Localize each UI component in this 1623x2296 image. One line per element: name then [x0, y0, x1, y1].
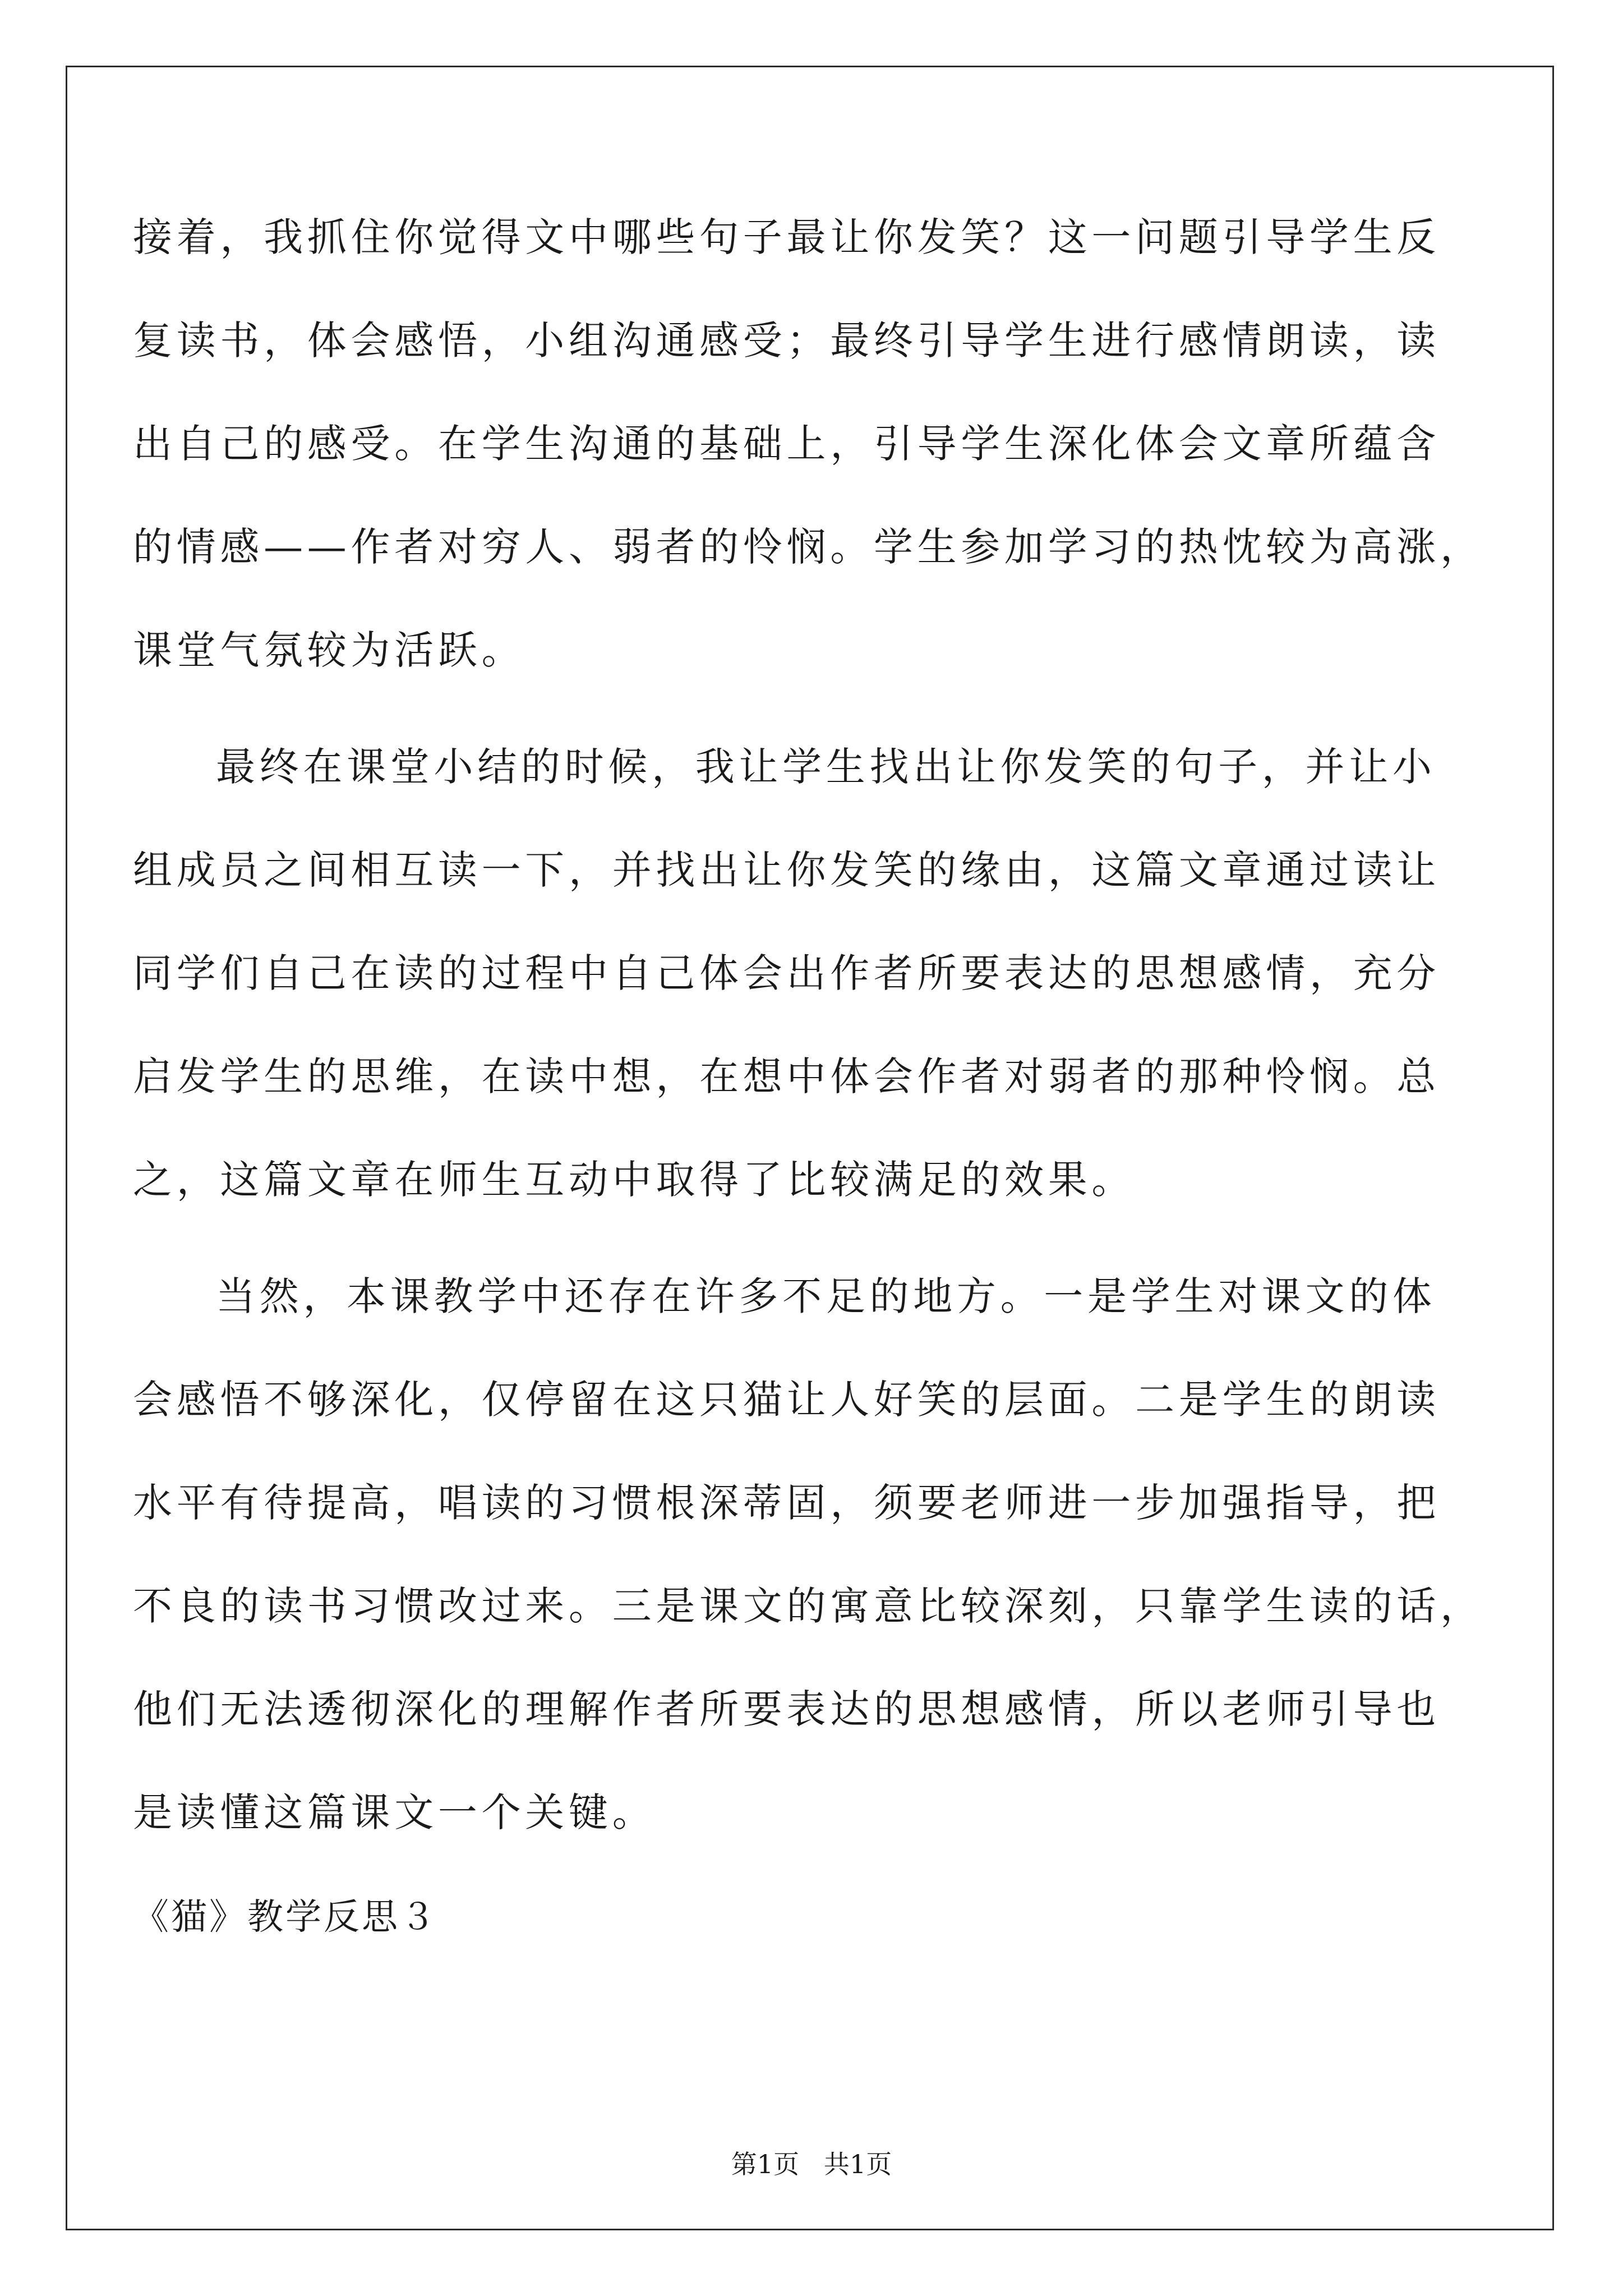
text-line: 之，这篇文章在师生互动中取得了比较满足的效果。	[133, 1157, 1136, 1203]
text-line: 接着，我抓住你觉得文中哪些句子最让你发笑？这一问题引导学生反	[133, 214, 1440, 260]
text-line: 启发学生的思维，在读中想，在想中体会作者对弱者的那种怜悯。总	[133, 1053, 1440, 1099]
text-line: 的情感——作者对穷人、弱者的怜悯。学生参加学习的热忱较为高涨，	[133, 524, 1484, 570]
page-footer: 第1页 共1页	[731, 2149, 892, 2179]
text-line: 同学们自己在读的过程中自己体会出作者所要表达的思想感情，充分	[133, 950, 1440, 996]
text-line: 组成员之间相互读一下，并找出让你发笑的缘由，这篇文章通过读让	[133, 847, 1440, 893]
section-heading: 《猫》教学反思３	[133, 1897, 438, 1938]
text-line: 复读书，体会感悟，小组沟通感受；最终引导学生进行感情朗读，读	[133, 318, 1440, 364]
text-line: 水平有待提高，唱读的习惯根深蒂固，须要老师进一步加强指导，把	[133, 1480, 1440, 1526]
text-line: 他们无法透彻深化的理解作者所要表达的思想感情，所以老师引导也	[133, 1686, 1440, 1732]
text-line: 会感悟不够深化，仅停留在这只猫让人好笑的层面。二是学生的朗读	[133, 1377, 1440, 1423]
text-line: 当然，本课教学中还存在许多不足的地方。一是学生对课文的体	[216, 1273, 1436, 1319]
text-line: 不良的读书习惯改过来。三是课文的寓意比较深刻，只靠学生读的话，	[133, 1583, 1484, 1629]
text-line: 最终在课堂小结的时候，我让学生找出让你发笑的句子，并让小	[216, 744, 1436, 790]
text-line: 是读懂这篇课文一个关键。	[133, 1789, 656, 1835]
text-line: 课堂气氛较为活跃。	[133, 627, 525, 673]
text-line: 出自己的感受。在学生沟通的基础上，引导学生深化体会文章所蕴含	[133, 421, 1440, 467]
